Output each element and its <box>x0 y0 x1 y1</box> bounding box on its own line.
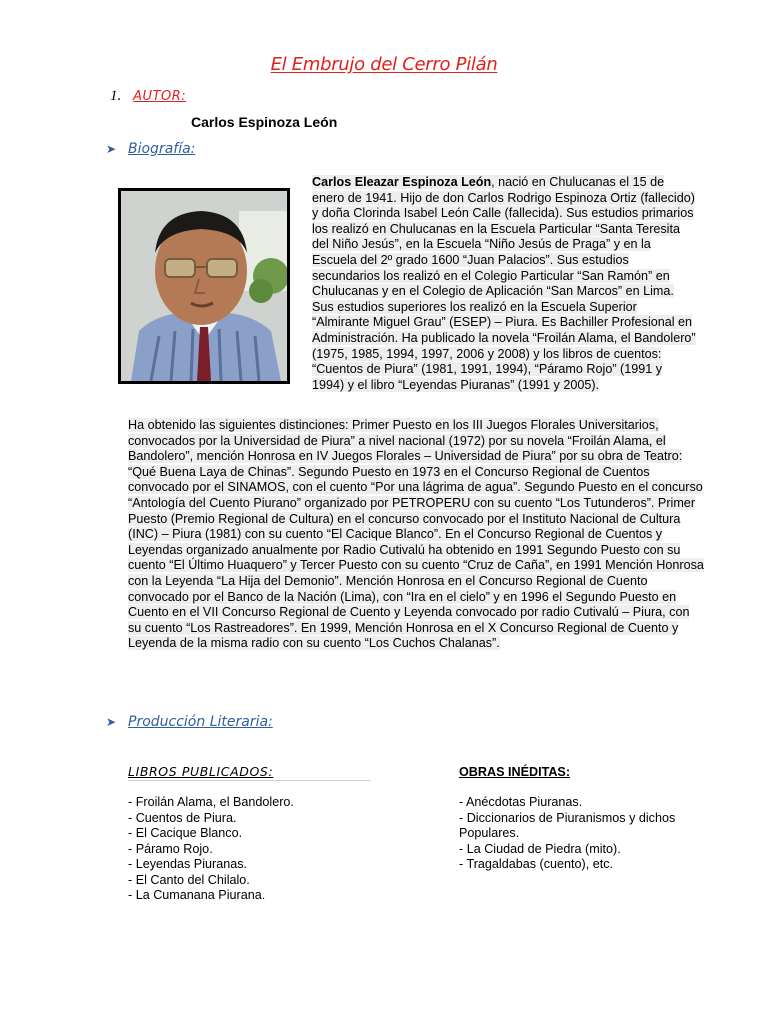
list-item: - La Ciudad de Piedra (mito). <box>459 841 621 856</box>
list-item: - El Canto del Chilalo. <box>128 872 250 887</box>
list-item: - Tragaldabas (cuento), etc. <box>459 857 614 871</box>
obras-ineditas-heading: OBRAS INÉDITAS: <box>459 765 571 779</box>
list-item: - Páramo Rojo. <box>128 841 213 856</box>
biografia-text: , nació en Chulucanas el 15 de enero de 1941. Hijo de don Carlos Rodrigo Espinoza Ortiz (fallecido) y doña Clorinda Isabel León Calle (fallecida). Sus estudios primarios los realizó en Chulucanas en la Escuela Particular “Santa Teresita del Niño Jesús”, en la Escuela “Niño Jesús de Praga” y en la Escuela del 2º grado 1600 “Juan Palacios”. Sus estudios secundarios los realizó en el Colegio Particular “San Ramón” en Chulucanas y en el Colegio de Aplicación “San Marcos” en Lima. Sus estudios superiores los realizó en la Escuela Superior “Almirante Miguel Grau” (ESEP) – Piura. Es Bachiller Profesional en Administración. Ha publicado la novela “Froilán Alama, el Bandolero” (1975, 1985, 1994, 1997, 2006 y 2008) y los libros de cuentos: “Cuentos de Piura” (1981, 1991, 1994), “Páramo Rojo” (1991 y 1994) y el libro “Leyendas Piuranas” (1991 y 2005). <box>312 175 696 392</box>
biografia-heading <box>106 141 195 157</box>
document-title-text: El Embrujo del Cerro Pilán <box>270 54 498 75</box>
list-item: - Froilán Alama, el Bandolero. <box>128 795 294 809</box>
produccion-heading <box>106 714 273 730</box>
libros-publicados-heading <box>128 764 371 781</box>
distinciones-text: Ha obtenido las siguientes distinciones: Primer Puesto en los III Juegos Florales Universitarios, convocados por la Universidad de Piura” a nivel nacional (1972) por su novela “Froilán Alama, el Bandolero”, mención Honrosa en IV Juegos Florales – Universidad de Piura” por su obra de Teatro: “Qué Buena Laya de Chinas”. Segundo Puesto en 1973 en el Concurso Regional de Cuentos convocado por el SINAMOS, con el cuento “Por una lágrima de agua”. Segundo Puesto en el concurso “Antología del Cuento Piurano” organizado por PETROPERU con su cuento “Los Tutunderos”. Primer Puesto (Premio Regional de Cultura) en el concurso convocado por el Instituto Nacional de Cultura (INC) – Piura (1981) con su cuento “El Cacique Blanco”. En el Concurso Regional de Cuentos y Leyendas organizado anualmente por Radio Cutivalú ha obtenido en 1991 Segundo Puesto con su cuento “El Último Huaquero” y Tercer Puesto con su cuento “Cruz de Caña”, en 1991 Mención Honrosa con la Leyenda “La Hija del Demonio”. Mención Honrosa en el Concurso Regional de Cuento convocado por el Banco de la Nación (Lima), con “Ira en el cielo” y en 1996 el Segundo Puesto en Cuento en el VII Concurso Regional de Cuento y Leyenda convocado por radio Cutivalú – Piura, con su cuento “Los Rastreadores”. En 1999, Mención Honrosa en el X Concurso Regional de Cuento y Leyenda de la misma radio con su cuento “Los Cuchos Chalanas”. <box>128 418 704 651</box>
list-item: - Diccionarios de Piuranismos y dichos Populares. <box>459 810 676 840</box>
biografia-name-bold: Carlos Eleazar Espinoza León <box>312 175 492 189</box>
autor-heading <box>110 87 186 105</box>
author-name: Carlos Espinoza León <box>191 114 338 130</box>
libros-publicados-list <box>128 795 294 904</box>
list-item: - La Cumanana Piurana. <box>128 888 266 902</box>
author-photo <box>118 188 290 384</box>
list-item: - Cuentos de Piura. <box>128 810 237 825</box>
biografia-paragraph <box>312 175 696 393</box>
autor-number: 1. <box>110 88 122 104</box>
arrow-bullet-icon: ➤ <box>106 142 117 156</box>
author-portrait-image <box>121 191 287 381</box>
obras-ineditas-list <box>459 795 704 873</box>
list-item: - El Cacique Blanco. <box>128 826 243 840</box>
document-title <box>0 54 768 75</box>
libros-publicados-label: LIBROS PUBLICADOS: <box>128 764 274 779</box>
produccion-label: Producción Literaria: <box>128 714 273 730</box>
list-item: - Anécdotas Piuranas. <box>459 795 583 809</box>
arrow-bullet-icon: ➤ <box>106 715 117 729</box>
biografia-label: Biografía: <box>128 141 196 157</box>
distinciones-paragraph <box>128 418 704 652</box>
list-item: - Leyendas Piuranas. <box>128 857 248 871</box>
autor-label: AUTOR: <box>133 89 187 104</box>
